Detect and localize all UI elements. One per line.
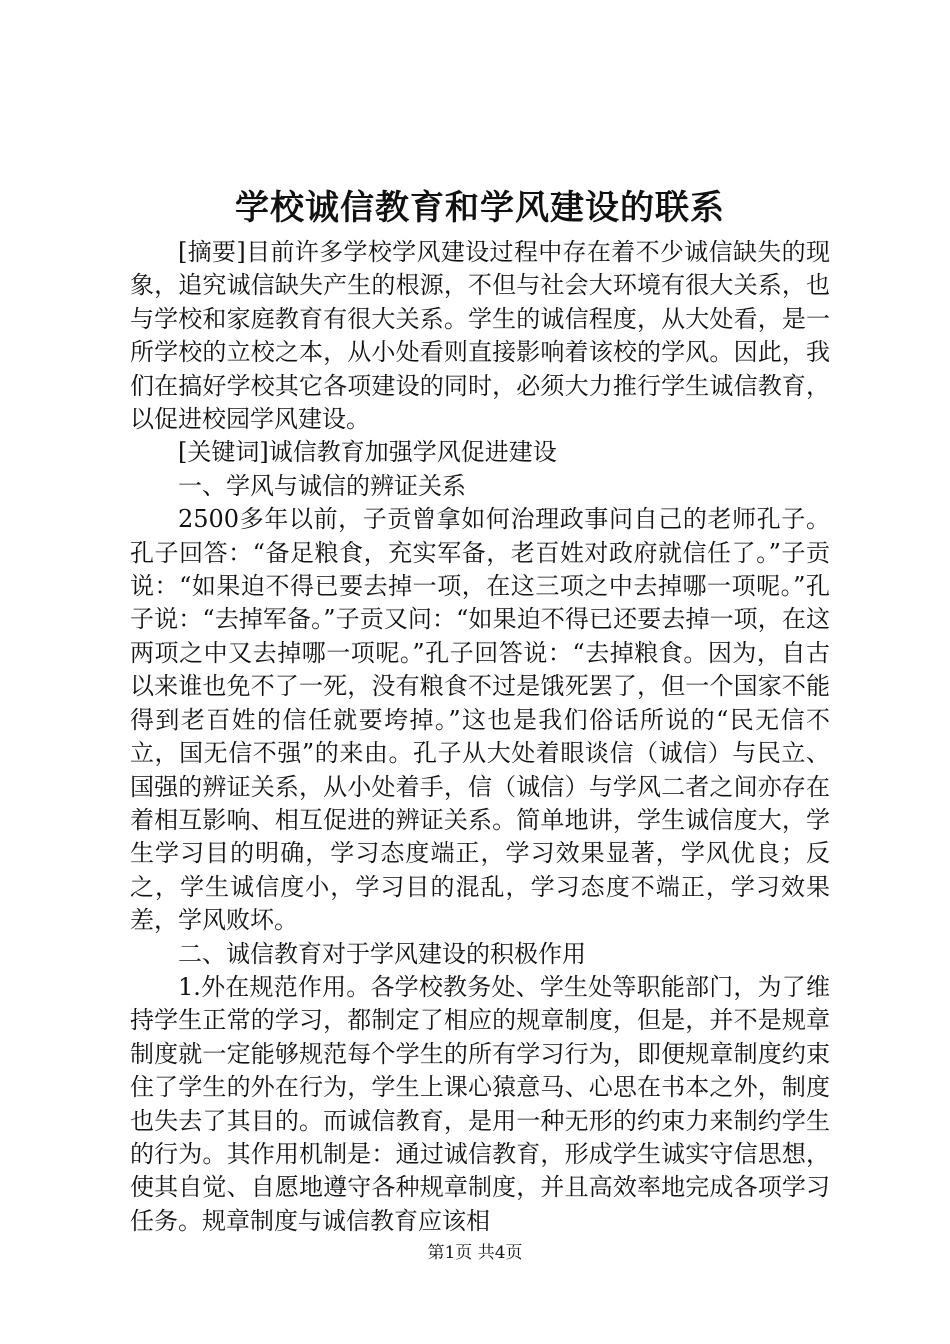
body-paragraph: 2500多年以前，子贡曾拿如何治理政事问自己的老师孔子。孔子回答：“备足粮食，充实军备，老百姓对政府就信任了。”子贡说：“如果迫不得已要去掉一项，在这三项之中去掉哪一项呢。”孔子说：“去掉军备。”子贡又问：“如果迫不得已还要去掉一项，在这两项之中又去掉哪一项呢。”孔子回答说：“去掉粮食。因为，自古以来谁也免不了一死，没有粮食不过是饿死罢了，但一个国家不能得到老百姓的信任就要垮掉。”这也是我们俗话所说的“民无信不立，国无信不强”的来由。孔子从大处着眼谈信（诚信）与民立、国强的辨证关系，从小处着手，信（诚信）与学风二者之间亦存在着相互影响、相互促进的辨证关系。简单地讲，学生诚信度大，学生学习目的明确，学习态度端正，学习效果显著，学风优良；反之，学生诚信度小，学习目的混乱，学习态度不端正，学习效果差，学风败坏。 <box>130 505 830 935</box>
body-paragraph: 1.外在规范作用。各学校教务处、学生处等职能部门，为了维持学生正常的学习，都制定了相应的规章制度，但是，并不是规章制度就一定能够规范每个学生的所有学习行为，即便规章制度约束住了学生的外在行为，学生上课心猿意马、心思在书本之外，制度也失去了其目的。而诚信教育，是用一种无形的约束力来制约学生的行为。其作用机制是：通过诚信教育，形成学生诚实守信思想，使其自觉、自愿地遵守各种规章制度，并且高效率地完成各项学习任务。规章制度与诚信教育应该相 <box>130 972 830 1235</box>
section-heading-1: 一、学风与诚信的辨证关系 <box>178 471 466 500</box>
document-title: 学校诚信教育和学风建设的联系 <box>235 188 725 228</box>
keywords-paragraph: [关键词]诚信教育加强学风促进建设 <box>178 438 557 467</box>
page-footer: 第1页 共4页 <box>427 1243 523 1263</box>
section-heading-2: 二、诚信教育对于学风建设的积极作用 <box>178 939 586 968</box>
document-page <box>130 186 830 1238</box>
abstract-paragraph: [摘要]目前许多学校学风建设过程中存在着不少诚信缺失的现象，追究诚信缺失产生的根源，不但与社会大环境有很大关系，也与学校和家庭教育有很大关系。学生的诚信程度，从大处看，是一所学校的立校之本，从小处看则直接影响着该校的学风。因此，我们在搞好学校其它各项建设的同时，必须大力推行学生诚信教育，以促进校园学风建设。 <box>130 238 830 434</box>
